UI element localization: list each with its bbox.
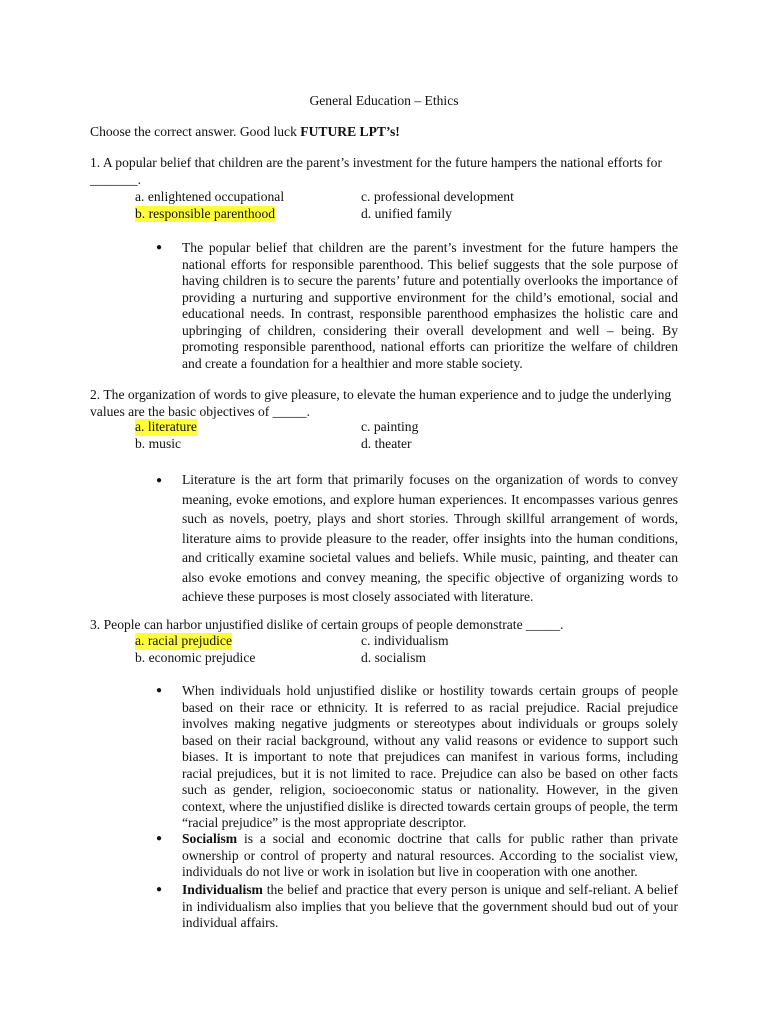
q1-explanation-text: The popular belief that children are the parent’s investment for the future hampers the national efforts for responsible parenthood. This belief suggests that the sole purpose of having children is to secure the parents’ future and potentially overlooks the importance of providing a nurturing and supportive environment for the child’s emotional, social and educational needs. In contrast, responsible parenthood emphasizes the holistic care and upbringing of children, considering their overall development and well – being. By promoting responsible parenthood, national efforts can prioritize the welfare of children and create a foundation for a healthier and more stable society.: [182, 240, 678, 371]
bullet-icon: ●: [156, 685, 163, 696]
individualism-term: Individualism: [182, 882, 263, 897]
bullet-icon: ●: [156, 833, 163, 844]
socialism-definition: is a social and economic doctrine that calls for public rather than private ownership or control of property and natural resources. According to the socialist view, individuals do not live or work in isolation but live in cooperation with one another.: [182, 831, 678, 879]
bullet-icon: ●: [156, 242, 163, 253]
question-1-options: [135, 189, 635, 222]
q1-option-d: d. unified family: [361, 205, 452, 221]
question-2-options: [135, 419, 635, 452]
q3-explanation-text: When individuals hold unjustified dislike or hostility towards certain groups of people based on their race or ethnicity. It is referred to as racial prejudice. Racial prejudice involves making negative judgments or stereotypes about individuals or groups solely based on their racial background, without any valid reasons or evidence to support such biases. It is important to note that prejudices can manifest in various forms, including racial prejudices, but it is not limited to race. Prejudice can also be based on other facts such as gender, religion, socioeconomic status or nationality. However, in the given context, where the unjustified dislike is directed towards certain groups of people, the term “racial prejudice” is the most appropriate descriptor.: [182, 683, 678, 830]
question-2-stem: 2. The organization of words to give pleasure, to elevate the human experience and to judge the underlying values are the basic objectives of _____.: [90, 387, 672, 419]
q3-explanation: [156, 683, 678, 832]
q1-option-c: c. professional development: [361, 189, 514, 204]
q2-explanation-text: Literature is the art form that primarily focuses on the organization of words to convey meaning, evoke emotions, and explore human experiences. It encompasses various genres such as novels, poetry, plays and short stories. Through skillful arrangement of words, literature aims to provide pleasure to the reader, offer insights into the human conditions, and critically examine societal values and beliefs. While music, painting, and theater can also evoke emotions and convey meaning, the specific objective of organizing words to achieve these purposes is most closely associated with literature.: [182, 472, 678, 604]
q2-option-d: d. theater: [361, 435, 412, 451]
instructions: [90, 124, 400, 141]
question-3-stem: 3. People can harbor unjustified dislike of certain groups of people demonstrate _____.: [90, 617, 564, 632]
socialism-term: Socialism: [182, 831, 238, 846]
q3-option-a-correct: a. racial prejudice: [135, 633, 232, 648]
question-3-options: [135, 633, 635, 666]
q3-option-b: b. economic prejudice: [135, 649, 256, 665]
instructions-text: Choose the correct answer. Good luck: [90, 124, 301, 139]
q1-option-b-correct: b. responsible parenthood: [135, 205, 276, 221]
page-title: General Education – Ethics: [309, 93, 459, 108]
socialism-note: [156, 831, 678, 881]
bullet-icon: ●: [156, 884, 163, 895]
q2-option-c: c. painting: [361, 419, 419, 434]
q2-option-a-correct: a. literature: [135, 419, 197, 434]
q3-option-d: d. socialism: [361, 649, 426, 665]
q2-explanation: [156, 470, 678, 607]
individualism-definition: the belief and practice that every person is unique and self-reliant. A belief in individualism also implies that you believe that the government should bud out of your individual affairs.: [182, 882, 678, 930]
instructions-emphasis: FUTURE LPT’s!: [300, 124, 400, 139]
q2-option-b: b. music: [135, 435, 182, 451]
q1-option-a: a. enlightened occupational: [135, 189, 285, 204]
individualism-note: [156, 882, 678, 932]
question-1-stem: 1. A popular belief that children are the parent’s investment for the future hampers the national efforts for _______.: [90, 155, 663, 187]
q3-option-c: c. individualism: [361, 633, 449, 648]
q1-explanation: [156, 240, 678, 372]
bullet-icon: ●: [156, 475, 163, 486]
